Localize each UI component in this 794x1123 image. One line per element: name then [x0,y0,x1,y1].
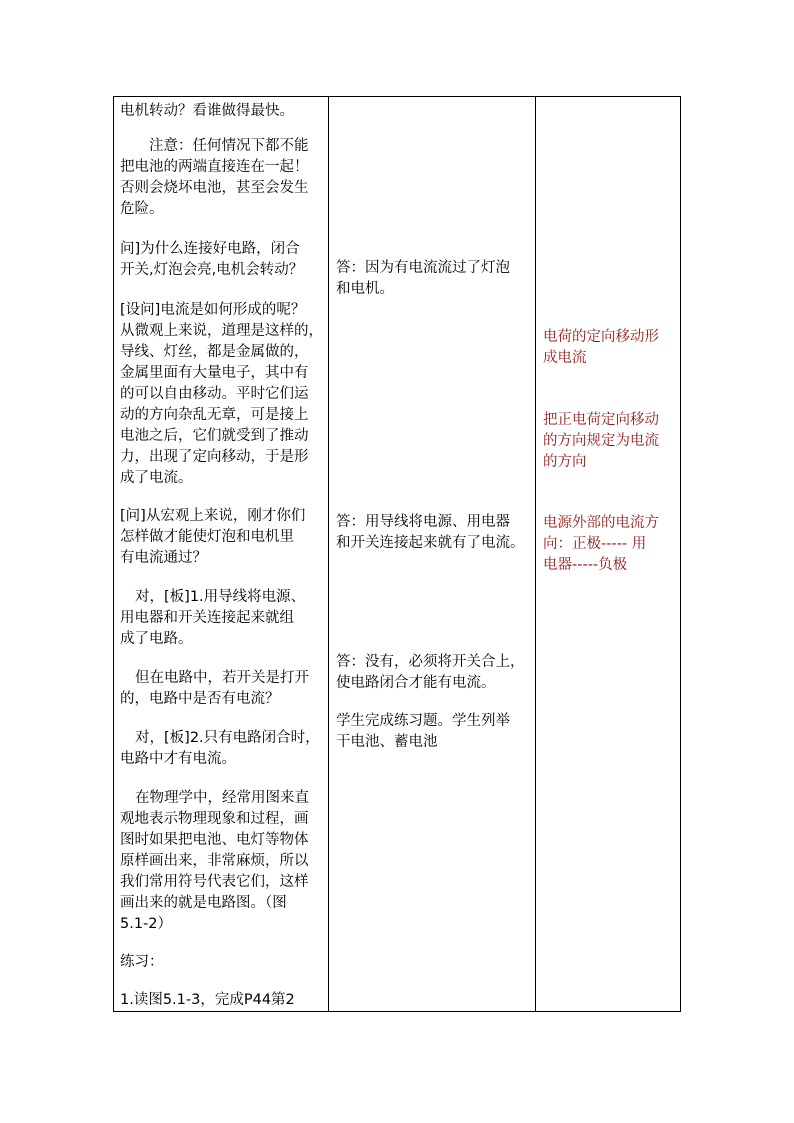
text-line: 注意：任何情况下都不能 [149,138,309,154]
teacher-paragraph-4 [120,300,323,489]
text-line: 我们常用符号代表它们，这样 [120,874,309,890]
text-line: 成电流 [543,350,587,366]
text-line: 力，出现了定向移动，于是形 [120,449,309,465]
text-line: 成了电路。 [120,631,193,647]
text-line: 的可以自由移动。平时它们运 [120,386,309,402]
lesson-table [113,96,681,1012]
teacher-paragraph-6 [120,587,305,650]
student-answer-1 [336,258,510,300]
text-line: 危险。 [120,201,164,217]
text-line: 问]为什么连接好电路，闭合 [120,241,300,257]
teacher-paragraph-5 [120,506,305,569]
teacher-paragraph-1 [120,101,294,122]
text-line: 电荷的定向移动形 [543,329,659,345]
text-line: 画出来的就是电路图。（图 [120,895,287,911]
text-line: 否则会烧坏电池，甚至会发生 [120,180,309,196]
text-line: 从微观上来说，道理是这样的， [120,323,323,339]
text-line: 成了电流。 [120,470,193,486]
text-line: 图时如果把电池、电灯等物体 [120,832,309,848]
text-line: [设问]电流是如何形成的呢？ [120,302,306,318]
text-line: 使电路闭合才能有电流。 [336,675,496,691]
student-activity-column [329,97,536,1011]
teacher-paragraph-2 [120,136,309,220]
text-line: 向：正极----- 用 [543,536,647,552]
text-line: 动的方向杂乱无章，可是接上 [120,407,309,423]
teacher-paragraph-9 [120,788,309,935]
text-line: 用电器和开关连接起来就组 [120,610,294,626]
text-line: 答：用导线将电源、用电器 [336,514,510,530]
note-1 [543,327,659,369]
text-line: 观地表示物理现象和过程，画 [120,811,309,827]
text-line: 但在电路中，若开关是打开 [135,670,309,686]
student-answer-2 [336,512,525,554]
text-line: 练习： [120,954,164,970]
teacher-paragraph-3 [120,239,303,281]
text-line: 5.1-2） [120,916,173,932]
text-line: 和开关连接起来就有了电流。 [336,535,525,551]
text-line: [问]从宏观上来说，刚才你们 [120,508,306,524]
teacher-paragraph-7 [120,668,309,710]
text-line: 对，[板]2.只有电路闭合时， [135,730,320,746]
teacher-paragraph-11 [120,990,295,1011]
text-line: 电路中才有电流。 [120,751,236,767]
text-line: 答：因为有电流流过了灯泡 [336,260,510,276]
teacher-activity-column [114,97,329,1011]
note-2 [543,410,659,473]
text-line: 的方向 [543,454,587,470]
text-line: 导线、灯丝，都是金属做的， [120,344,309,360]
text-line: 电池之后，它们就受到了推动 [120,428,309,444]
text-line: 的，电路中是否有电流？ [120,691,280,707]
teacher-paragraph-10 [120,952,164,973]
text-line: 电机转动？看谁做得最快。 [120,103,294,119]
text-line: 的方向规定为电流 [543,433,659,449]
text-line: 把正电荷定向移动 [543,412,659,428]
text-line: 电源外部的电流方 [543,515,659,531]
notes-column [536,97,681,1011]
text-line: 有电流通过？ [120,550,207,566]
text-line: 答：没有，必须将开关合上， [336,654,525,670]
text-line: 金属里面有大量电子，其中有 [120,365,309,381]
text-line: 怎样做才能使灯泡和电机里 [120,529,294,545]
text-line: 电器-----负极 [543,557,628,573]
text-line: 干电池、蓄电池 [336,734,438,750]
text-line: 对，[板]1.用导线将电源、 [135,589,306,605]
teacher-paragraph-8 [120,728,320,770]
text-line: 把电池的两端直接连在一起！ [120,159,309,175]
student-answer-4 [336,711,510,753]
text-line: 原样画出来，非常麻烦，所以 [120,853,309,869]
note-3 [543,513,659,576]
text-line: 学生完成练习题。学生列举 [336,713,510,729]
text-line: 1.读图5.1-3，完成P44第2 [120,992,295,1008]
student-answer-3 [336,652,525,694]
text-line: 开关,灯泡会亮,电机会转动？ [120,262,304,278]
text-line: 在物理学中，经常用图来直 [135,790,309,806]
text-line: 和电机。 [336,281,394,297]
